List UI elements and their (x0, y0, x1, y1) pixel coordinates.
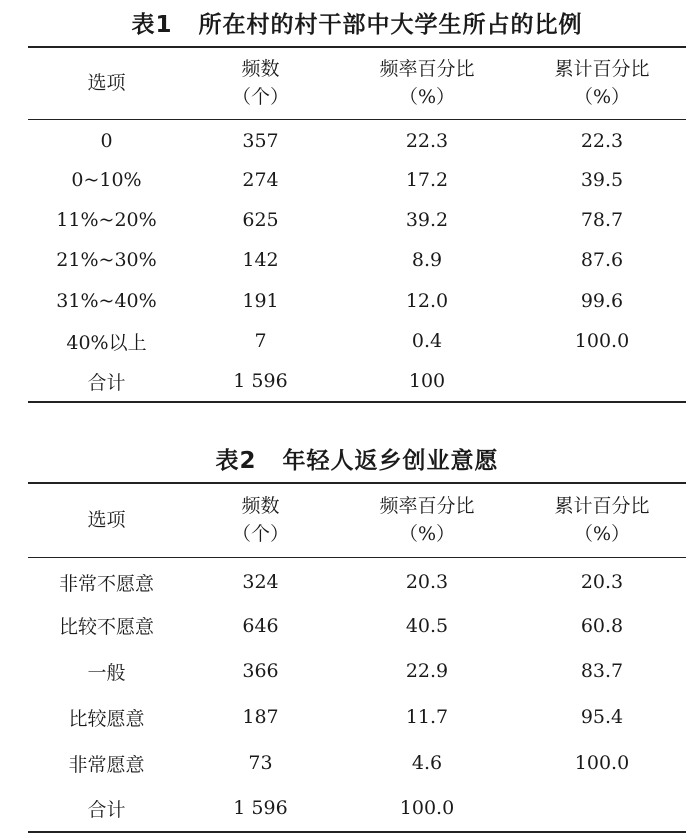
table-row (28, 281, 686, 321)
table-row (28, 603, 686, 649)
cell-percent: 20.3 (405, 571, 449, 594)
cell-option: 21%~30% (56, 249, 157, 272)
header-cumulative: 累计百分比 （%） (554, 58, 650, 109)
cell-percent: 17.2 (405, 168, 449, 191)
table-row (28, 740, 686, 786)
table-total-row (28, 361, 686, 401)
cell-count: 187 (242, 706, 279, 729)
cell-cumulative: 83.7 (580, 660, 624, 683)
cell-percent: 12.0 (405, 289, 449, 312)
cell-cumulative (518, 786, 686, 832)
cell-percent: 0.4 (411, 330, 443, 353)
cell-cumulative: 100.0 (574, 330, 630, 353)
table-row (28, 240, 686, 280)
header-percent: 频率百分比 （%） (379, 495, 475, 546)
cell-count: 191 (242, 289, 279, 312)
cell-count: 625 (242, 208, 279, 231)
cell-option: 比较愿意 (68, 707, 145, 730)
table-1 (28, 46, 686, 403)
cell-count: 7 (254, 330, 267, 353)
cell-count: 1 596 (233, 370, 288, 393)
cell-percent: 100.0 (399, 797, 455, 820)
cell-count: 366 (242, 660, 279, 683)
header-option: 选项 (87, 72, 126, 95)
header-cumulative: 累计百分比 （%） (554, 495, 650, 546)
cell-percent: 40.5 (405, 614, 449, 637)
cell-count: 646 (242, 614, 279, 637)
cell-cumulative: 78.7 (580, 208, 624, 231)
table-header-row (28, 483, 686, 557)
table-row (28, 200, 686, 240)
cell-option: 一般 (87, 661, 126, 684)
cell-percent: 22.3 (405, 130, 449, 153)
table-header-row (28, 47, 686, 119)
header-percent: 频率百分比 （%） (379, 58, 475, 109)
table-1-block (28, 0, 686, 403)
cell-percent: 8.9 (411, 249, 443, 272)
table-1-caption (28, 0, 686, 46)
cell-percent: 22.9 (405, 660, 449, 683)
cell-option: 非常愿意 (68, 753, 145, 776)
cell-cumulative: 87.6 (580, 249, 624, 272)
cell-count: 274 (242, 168, 279, 191)
cell-option: 0 (100, 130, 113, 153)
header-count: 频数 （个） (231, 58, 289, 109)
cell-count: 142 (242, 249, 279, 272)
cell-option: 合计 (87, 371, 126, 394)
cell-cumulative: 20.3 (580, 571, 624, 594)
cell-percent: 4.6 (411, 752, 443, 775)
cell-option: 合计 (87, 798, 126, 821)
table-row (28, 649, 686, 695)
cell-cumulative: 95.4 (580, 706, 624, 729)
table-2 (28, 482, 686, 833)
table-2-number: 表2 (215, 448, 257, 474)
cell-cumulative (518, 361, 686, 401)
cell-cumulative: 60.8 (580, 614, 624, 637)
table-row (28, 321, 686, 361)
table-row (28, 159, 686, 199)
header-option: 选项 (87, 509, 126, 532)
table-row (28, 557, 686, 603)
table-row (28, 119, 686, 159)
cell-option: 非常不愿意 (58, 572, 154, 595)
cell-cumulative: 22.3 (580, 130, 624, 153)
cell-percent: 11.7 (405, 706, 449, 729)
header-count: 频数 （个） (231, 495, 289, 546)
cell-option: 31%~40% (56, 289, 157, 312)
cell-cumulative: 100.0 (574, 752, 630, 775)
cell-percent: 39.2 (405, 208, 449, 231)
cell-cumulative: 99.6 (580, 289, 624, 312)
cell-option: 40%以上 (66, 331, 147, 354)
table-total-row (28, 786, 686, 832)
cell-option: 0~10% (71, 168, 142, 191)
cell-count: 324 (242, 571, 279, 594)
cell-percent: 100 (408, 370, 446, 393)
table-2-block (28, 436, 686, 833)
cell-option: 11%~20% (56, 208, 157, 231)
cell-option: 比较不愿意 (58, 616, 154, 639)
table-2-caption (28, 436, 686, 482)
cell-count: 73 (248, 752, 273, 775)
table-row (28, 694, 686, 740)
table-1-title: 所在村的村干部中大学生所占的比例 (198, 12, 583, 38)
cell-count: 1 596 (233, 797, 288, 820)
cell-cumulative: 39.5 (580, 168, 624, 191)
table-1-number: 表1 (131, 12, 173, 38)
table-2-title: 年轻人返乡创业意愿 (282, 448, 499, 474)
cell-count: 357 (242, 130, 279, 153)
